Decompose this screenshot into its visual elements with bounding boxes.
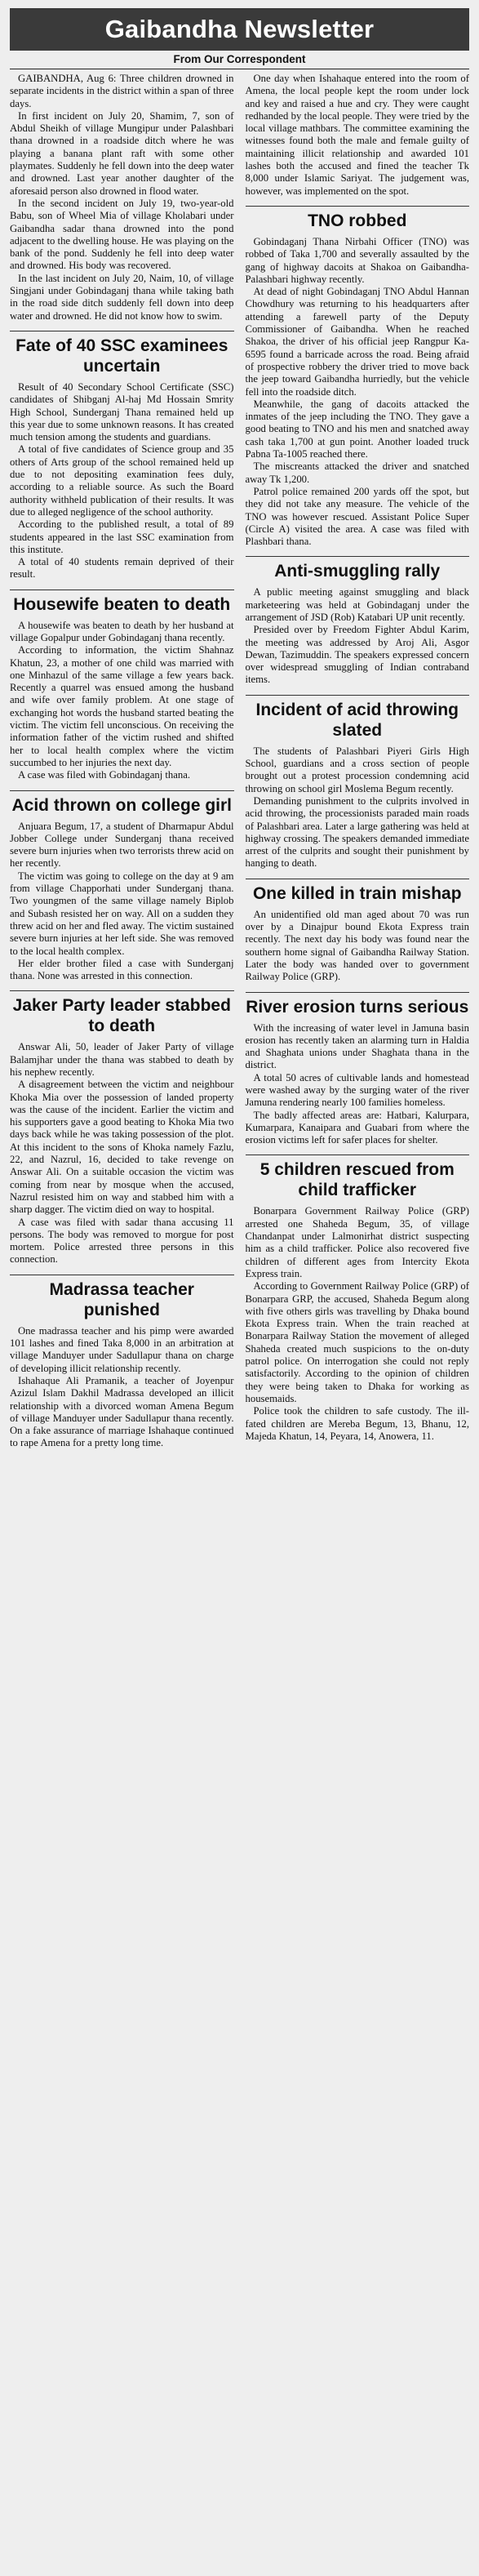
story-ssc [10,331,234,581]
byline: From Our Correspondent [173,53,306,65]
story-acid [10,790,234,983]
paragraph: A total of five candidates of Science group and 35 others of Arts group of the school remained held up due to not depositing examination fees duly, according to a reliable source. As such the Board authority withheld publication of their results. It was due to alleged negligence of the school authority. [10,443,234,518]
paragraph: Bonarpara Government Railway Police (GRP) arrested one Shaheda Begum, 35, of village Chandanpat under Lalmonirhat district suspecting him as a child trafficker. Police also recovered five children of different ages from Intercity Ekota Express train. [245,1205,469,1279]
paragraph: A case was filed with sadar thana accusing 11 persons. The body was removed to morgue for post mortem. Police arrested three persons in this connection. [10,1216,234,1266]
paragraph: The miscreants attacked the driver and snatched away Tk 1,200. [245,460,469,485]
paragraph: Result of 40 Secondary School Certificate (SSC) candidates of Shibganj Al-haj Md Hossain Smrity High School, Sunderganj Thana remained held up this year due to some unknown reasons. It has created much tension among the students and guardians. [10,380,234,443]
headline-acid_protest: Incident of acid throwing slated [246,695,470,741]
article-columns [10,73,469,1450]
paragraph: Ishahaque Ali Pramanik, a teacher of Joyenpur Azizul Islam Dakhil Madrassa developed an illicit relationship with a divorced woman Amena Begum of village Manduyer under Sadullapur thana recently. On a fake assurance of marriage Ishahaque continued to rape Amena for a pretty long time. [10,1374,234,1449]
story-acid_protest [246,695,470,870]
paragraph: The badly affected areas are: Hatbari, Kalurpara, Kumarpara, Kanaipara and Guabari from where the erosion victims left for safer places for shelter. [245,1109,469,1146]
headline-trafficker: 5 children rescued from child trafficker [246,1155,470,1200]
story-tno [246,206,470,548]
paragraph: Anjuara Begum, 17, a student of Dharmapur Abdul Jobber College under Sunderganj thana received severe burn injuries when two terrorists threw acid on her recently. [10,820,234,870]
paragraph: According to the published result, a total of 89 students appeared in the last SSC examination from this institute. [10,518,234,555]
paragraph: A total 50 acres of cultivable lands and homestead were washed away by the surging water of the river Jamuna rendering nearly 100 families homeless. [245,1071,469,1109]
headline-erosion: River erosion turns serious [246,992,470,1017]
paragraph: GAIBANDHA, Aug 6: Three children drowned in separate incidents in the district within a span of three days. [10,73,234,109]
story-trafficker [246,1155,470,1443]
paragraph: At dead of night Gobindaganj TNO Abdul Hannan Chowdhury was returning to his headquarters after attending a farewell party of the Deputy Commissioner of Gaibandha. When he reached Shakoa, the driver of his official jeep Rangpur Ka-6595 found a barricade across the road. Being afraid of prospective robbery the driver tried to move back the jeep toward Gaibandha hurriedly, but the vehicle fell into the roadside ditch. [245,286,469,398]
paragraph: An unidentified old man aged about 70 was run over by a Dinajpur bound Ekota Express train recently. The next day his body was found near the southern home signal of Gaibandha Railway Station. Later the body was handed over to government Railway Police (GRP). [245,908,469,983]
headline-jaker: Jaker Party leader stabbed to death [10,990,234,1036]
headline-housewife: Housewife beaten to death [10,589,234,615]
paragraph: Gobindaganj Thana Nirbahi Officer (TNO) was robbed of Taka 1,700 and severally assaulted by the gang of highway dacoits at Shakoa on Gaibandha-Palashbari highway recently. [245,235,469,285]
paragraph: With the increasing of water level in Jamuna basin erosion has recently taken an alarming turn in Haldia and Shaghata unions under Shaghata thana in the district. [245,1021,469,1071]
paragraph: A housewife was beaten to death by her husband at village Gopalpur under Gobindaganj thana recently. [10,619,234,643]
paragraph: Her elder brother filed a case with Sunderganj thana. None was arrested in this connection. [10,957,234,982]
paragraph: One madrassa teacher and his pimp were awarded 101 lashes and fined Taka 8,000 in an arbitration at village Manduyer under Sadullapur thana on charge of developing illicit relationship recently. [10,1324,234,1374]
paragraph: Demanding punishment to the culprits involved in acid throwing, the processionists paraded main roads of Palashbari area. Later a large gathering was held at highway crossing. The speakers demanded immediate arrest of the culprits and sought their punishment by hanging to death. [245,794,469,870]
left-column [10,73,234,1450]
story-jaker [10,990,234,1266]
story-madrassa [10,1275,234,1450]
paragraph: A public meeting against smuggling and black marketeering was held at Gobindaganj under the arrangement of JSD (Rob) Katabari UP unit recently. [245,586,469,623]
paragraph: Answar Ali, 50, leader of Jaker Party of village Balamjhar under the thana was stabbed to death by his nephew recently. [10,1041,234,1078]
headline-antismuggling: Anti-smuggling rally [246,556,470,581]
headline-tno: TNO robbed [246,206,470,231]
paragraph: According to Government Railway Police (GRP) of Bonarpara GRP, the accused, Shaheda Begum along with five others girls was travelling by Dhaka bound Ekota Express train. When the train reached at Bonarpara Railway Station the movement of alleged Shaheda created much suspicions to the on-duty patrol police. On interrogation she could not reply satisfactorily. According to the opinion of children they were being taken to Dhaka for working as housemaids. [245,1280,469,1404]
story-madrassa_cont [246,73,470,198]
story-erosion [246,992,470,1147]
paragraph: A disagreement between the victim and neighbour Khoka Mia over the possession of landed property was the cause of the incident. Earlier the victim and his supporters gave a good beating to Khoka Mia two days back while he was taking possession of the plot. At this incident to the sons of Khoka namely Fazlu, 22, and Nazrul, 16, decided to take revenge on Answar Ali. On a suitable occasion the victim was coming from near by mosque when the accused, Nazrul resisted him on way and stabbed him with a sharp dagger. The victim died on way to hospital. [10,1079,234,1216]
paragraph: In first incident on July 20, Shamim, 7, son of Abdul Sheikh of village Mungipur under Palashbari thana drowned in a roadside ditch where he was playing a banana plant raft with some other playmates. Suddenly he fell down into the deep water and drowned. Last year another daughter of the aforesaid person also drowned in flood water. [10,109,234,197]
story-antismuggling [246,556,470,686]
paragraph: One day when Ishahaque entered into the room of Amena, the local people kept the room under lock and key and raised a hue and cry. They were caught redhanded by the local people. They were tried by the local village mathbars. The committee examining the witnesses found both the male and female guilty of maintaining illicit relationship and awarded 101 lashes both the accused and fined the teacher Tk 8,000 under Islamic Sariyat. The judgement was, however, was implemented on the spot. [245,73,469,197]
paragraph: A case was filed with Gobindaganj thana. [18,769,191,781]
paragraph: Presided over by Freedom Fighter Abdul Karim, the meeting was addressed by Aroj Ali, Asgor Dewan, Tazimuddin. The speakers expressed concern over widespread smuggling of Indian contraband items. [245,624,469,686]
paragraph: The victim was going to college on the day at 9 am from village Chapporhati under Sunderganj thana. Two youngmen of the same village namely Biplob and Subash resisted her on way. All on a sudden they threw acid on her and fled away. The victim sustained severe burn injuries at her left side. She was removed to the local health complex. [10,870,234,957]
story-drowning [10,73,234,323]
paragraph: According to information, the victim Shahnaz Khatun, 23, a mother of one child was married with one Minhazul of the same village a few years back. Recently a quarrel was ensued among the husband and wife over family problem. At one stage of exchanging hot words the husband started beating the victim. The victim fell unconscious. On receiving the information father of the victim rushed and shifted her to local health complex where the victim succumbed to her injuries the next day. [10,644,234,768]
paragraph: A total of 40 students remain deprived of their result. [10,556,234,581]
headline-train: One killed in train mishap [246,879,470,904]
paragraph: The students of Palashbari Piyeri Girls High School, guardians and a cross section of people brought out a protest procession condemning acid throwing on school girl Moslema Begum recently. [245,745,469,794]
masthead-title: Gaibandha Newsletter [104,15,375,43]
story-housewife [10,589,234,782]
headline-ssc: Fate of 40 SSC examinees uncertain [10,331,234,376]
headline-madrassa: Madrassa teacher punished [10,1275,234,1320]
masthead [10,8,469,51]
paragraph: In the second incident on July 19, two-year-old Babu, son of Wheel Mia of village Kholabari under Gaibandha sadar thana drowned into the pond adjacent to the dwelling house. He was playing on the bank of the pond. Suddenly he fell into deep water and drowned. His body was recovered. [10,197,234,272]
paragraph: Police took the children to safe custody. The ill-fated children are Mereba Begum, 13, Bhanu, 12, Majeda Khatun, 14, Peyara, 14, Anowera, 11. [245,1405,469,1442]
paragraph: Patrol police remained 200 yards off the spot, but they did not take any measure. The vehicle of the TNO was however rescued. Assistant Police Super (Circle A) visited the area. A case was filed with Plashbari thana. [245,485,469,548]
headline-acid: Acid thrown on college girl [10,790,234,816]
right-column [246,73,470,1450]
paragraph: In the last incident on July 20, Naim, 10, of village Singjani under Gobindaganj thana while taking bath in the road side ditch suddenly fell down into deep water and drowned. He did not know how to swim. [10,272,234,322]
paragraph: Meanwhile, the gang of dacoits attacked the inmates of the jeep including the TNO. They gave a good beating to TNO and his men and snatched away cash taka 1,700 at gun point. Another loaded truck Pabna Ta-1005 reached there. [245,398,469,460]
story-train [246,879,470,984]
